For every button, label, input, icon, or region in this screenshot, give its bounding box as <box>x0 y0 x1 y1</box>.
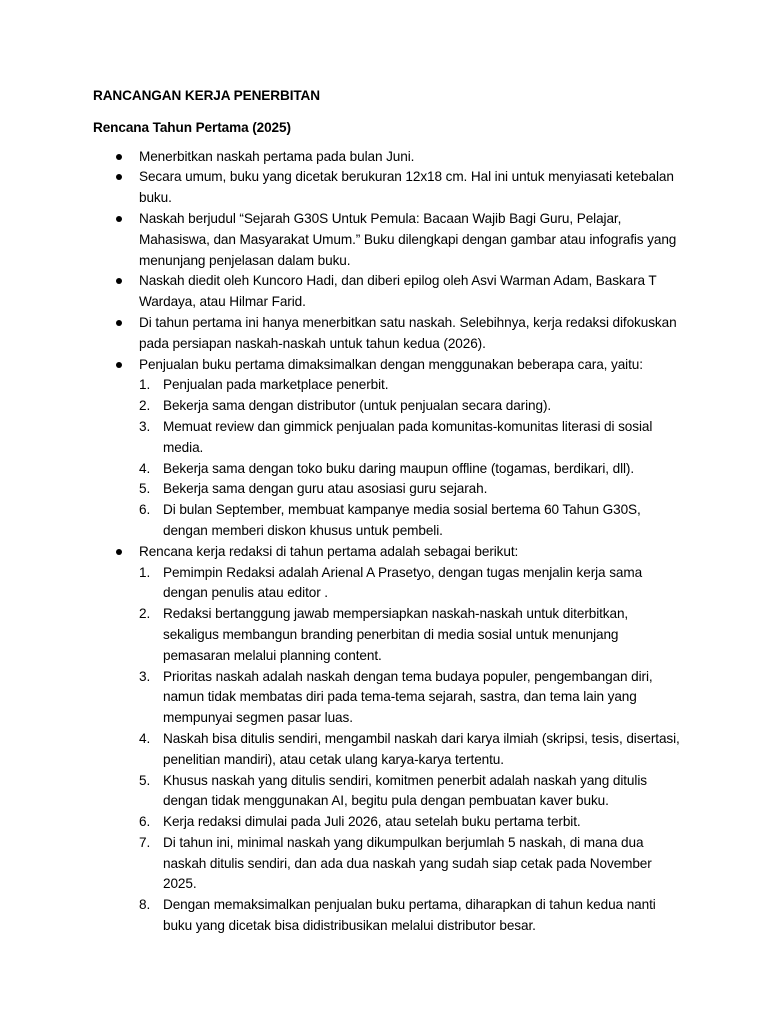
numbered-item <box>139 667 683 729</box>
bullet-item <box>93 167 683 209</box>
numbered-list <box>139 375 683 541</box>
item-number: 6. <box>139 502 151 518</box>
bullet-list <box>93 147 683 937</box>
item-text: Khusus naskah yang ditulis sendiri, komitmen penerbit adalah naskah yang ditulis dengan tidak menggunakan AI, begitu pula dengan pembuatan kaver buku. <box>163 772 647 809</box>
item-number: 2. <box>139 606 151 622</box>
bullet-text: Penjualan buku pertama dimaksimalkan dengan menggunakan beberapa cara, yaitu: <box>139 356 643 372</box>
item-text: Bekerja sama dengan guru atau asosiasi guru sejarah. <box>163 481 488 497</box>
item-text: Dengan memaksimalkan penjualan buku pertama, diharapkan di tahun kedua nanti buku yang dicetak bisa didistribusikan melalui distributor besar. <box>163 897 656 934</box>
item-text: Penjualan pada marketplace penerbit. <box>163 377 389 393</box>
numbered-item <box>139 812 683 833</box>
item-text: Bekerja sama dengan toko buku daring maupun offline (togamas, berdikari, dll). <box>163 460 635 476</box>
numbered-item <box>139 500 683 542</box>
bullet-icon <box>116 278 122 284</box>
item-number: 2. <box>139 398 151 414</box>
bullet-item <box>93 271 683 313</box>
numbered-item <box>139 604 683 666</box>
item-number: 8. <box>139 897 151 913</box>
item-text: Redaksi bertanggung jawab mempersiapkan naskah-naskah untuk diterbitkan, sekaligus membangun branding penerbitan di media sosial untuk menunjang pemasaran melalui planning content. <box>163 606 629 663</box>
document-title: RANCANGAN KERJA PENERBITAN <box>93 88 320 103</box>
bullet-icon <box>116 154 122 160</box>
numbered-item <box>139 895 683 937</box>
item-text: Di tahun ini, minimal naskah yang dikumpulkan berjumlah 5 naskah, di mana dua naskah ditulis sendiri, dan ada dua naskah yang sudah siap cetak pada November 2025. <box>163 834 652 892</box>
item-text: Prioritas naskah adalah naskah dengan tema budaya populer, pengembangan diri, namun tidak membatas diri pada tema-tema sejarah, sastra, dan tema lain yang mempunyai segmen pasar luas. <box>163 668 653 726</box>
item-number: 5. <box>139 772 151 788</box>
item-text: Memuat review dan gimmick penjualan pada komunitas-komunitas literasi di sosial media. <box>163 418 653 455</box>
numbered-item <box>139 771 683 813</box>
item-number: 7. <box>139 834 151 850</box>
bullet-text: Secara umum, buku yang dicetak berukuran 12x18 cm. Hal ini untuk menyiasati ketebalan buku. <box>139 169 674 206</box>
item-number: 4. <box>139 460 151 476</box>
item-text: Kerja redaksi dimulai pada Juli 2026, atau setelah buku pertama terbit. <box>163 814 581 830</box>
bullet-text: Naskah diedit oleh Kuncoro Hadi, dan diberi epilog oleh Asvi Warman Adam, Baskara T Wardaya, atau Hilmar Farid. <box>139 273 657 310</box>
numbered-item <box>139 375 683 396</box>
bullet-text: Naskah berjudul “Sejarah G30S Untuk Pemula: Bacaan Wajib Bagi Guru, Pelajar, Mahasiswa, dan Masyarakat Umum.” Buku dilengkapi dengan gambar atau infografis yang menunjang penjelasan dalam buku. <box>139 210 677 268</box>
item-number: 5. <box>139 481 151 497</box>
bullet-item <box>93 313 683 355</box>
numbered-item <box>139 417 683 459</box>
numbered-item <box>139 479 683 500</box>
item-text: Di bulan September, membuat kampanye media sosial bertema 60 Tahun G30S, dengan memberi diskon khusus untuk pembeli. <box>163 502 641 538</box>
numbered-item <box>139 563 683 605</box>
bullet-item <box>93 147 683 168</box>
item-number: 4. <box>139 730 151 746</box>
numbered-list <box>139 563 683 937</box>
numbered-item <box>139 396 683 417</box>
section-heading: Rencana Tahun Pertama (2025) <box>93 119 291 135</box>
item-number: 1. <box>139 564 151 580</box>
bullet-icon <box>116 362 122 368</box>
item-text: Pemimpin Redaksi adalah Arienal A Prasetyo, dengan tugas menjalin kerja sama dengan penulis atau editor . <box>163 564 643 601</box>
bullet-text: Rencana kerja redaksi di tahun pertama adalah sebagai berikut: <box>139 543 519 559</box>
item-text: Bekerja sama dengan distributor (untuk penjualan secara daring). <box>163 398 552 414</box>
item-number: 3. <box>139 418 151 434</box>
bullet-icon <box>116 174 122 180</box>
bullet-icon <box>116 216 122 222</box>
numbered-item <box>139 459 683 480</box>
document-body <box>93 86 683 937</box>
numbered-item <box>139 729 683 771</box>
bullet-item <box>93 209 683 271</box>
item-number: 6. <box>139 814 151 830</box>
item-number: 1. <box>139 377 151 393</box>
item-number: 3. <box>139 668 151 684</box>
bullet-icon <box>116 320 122 326</box>
bullet-text: Menerbitkan naskah pertama pada bulan Juni. <box>139 148 415 164</box>
bullet-item <box>93 355 683 542</box>
bullet-item <box>93 542 683 937</box>
bullet-icon <box>116 549 122 555</box>
item-text: Naskah bisa ditulis sendiri, mengambil naskah dari karya ilmiah (skripsi, tesis, disertasi, penelitian mandiri), atau cetak ulang karya-karya tertentu. <box>163 730 680 767</box>
numbered-item <box>139 833 683 895</box>
bullet-text: Di tahun pertama ini hanya menerbitkan satu naskah. Selebihnya, kerja redaksi difokuskan pada persiapan naskah-naskah untuk tahun kedua (2026). <box>139 314 677 351</box>
